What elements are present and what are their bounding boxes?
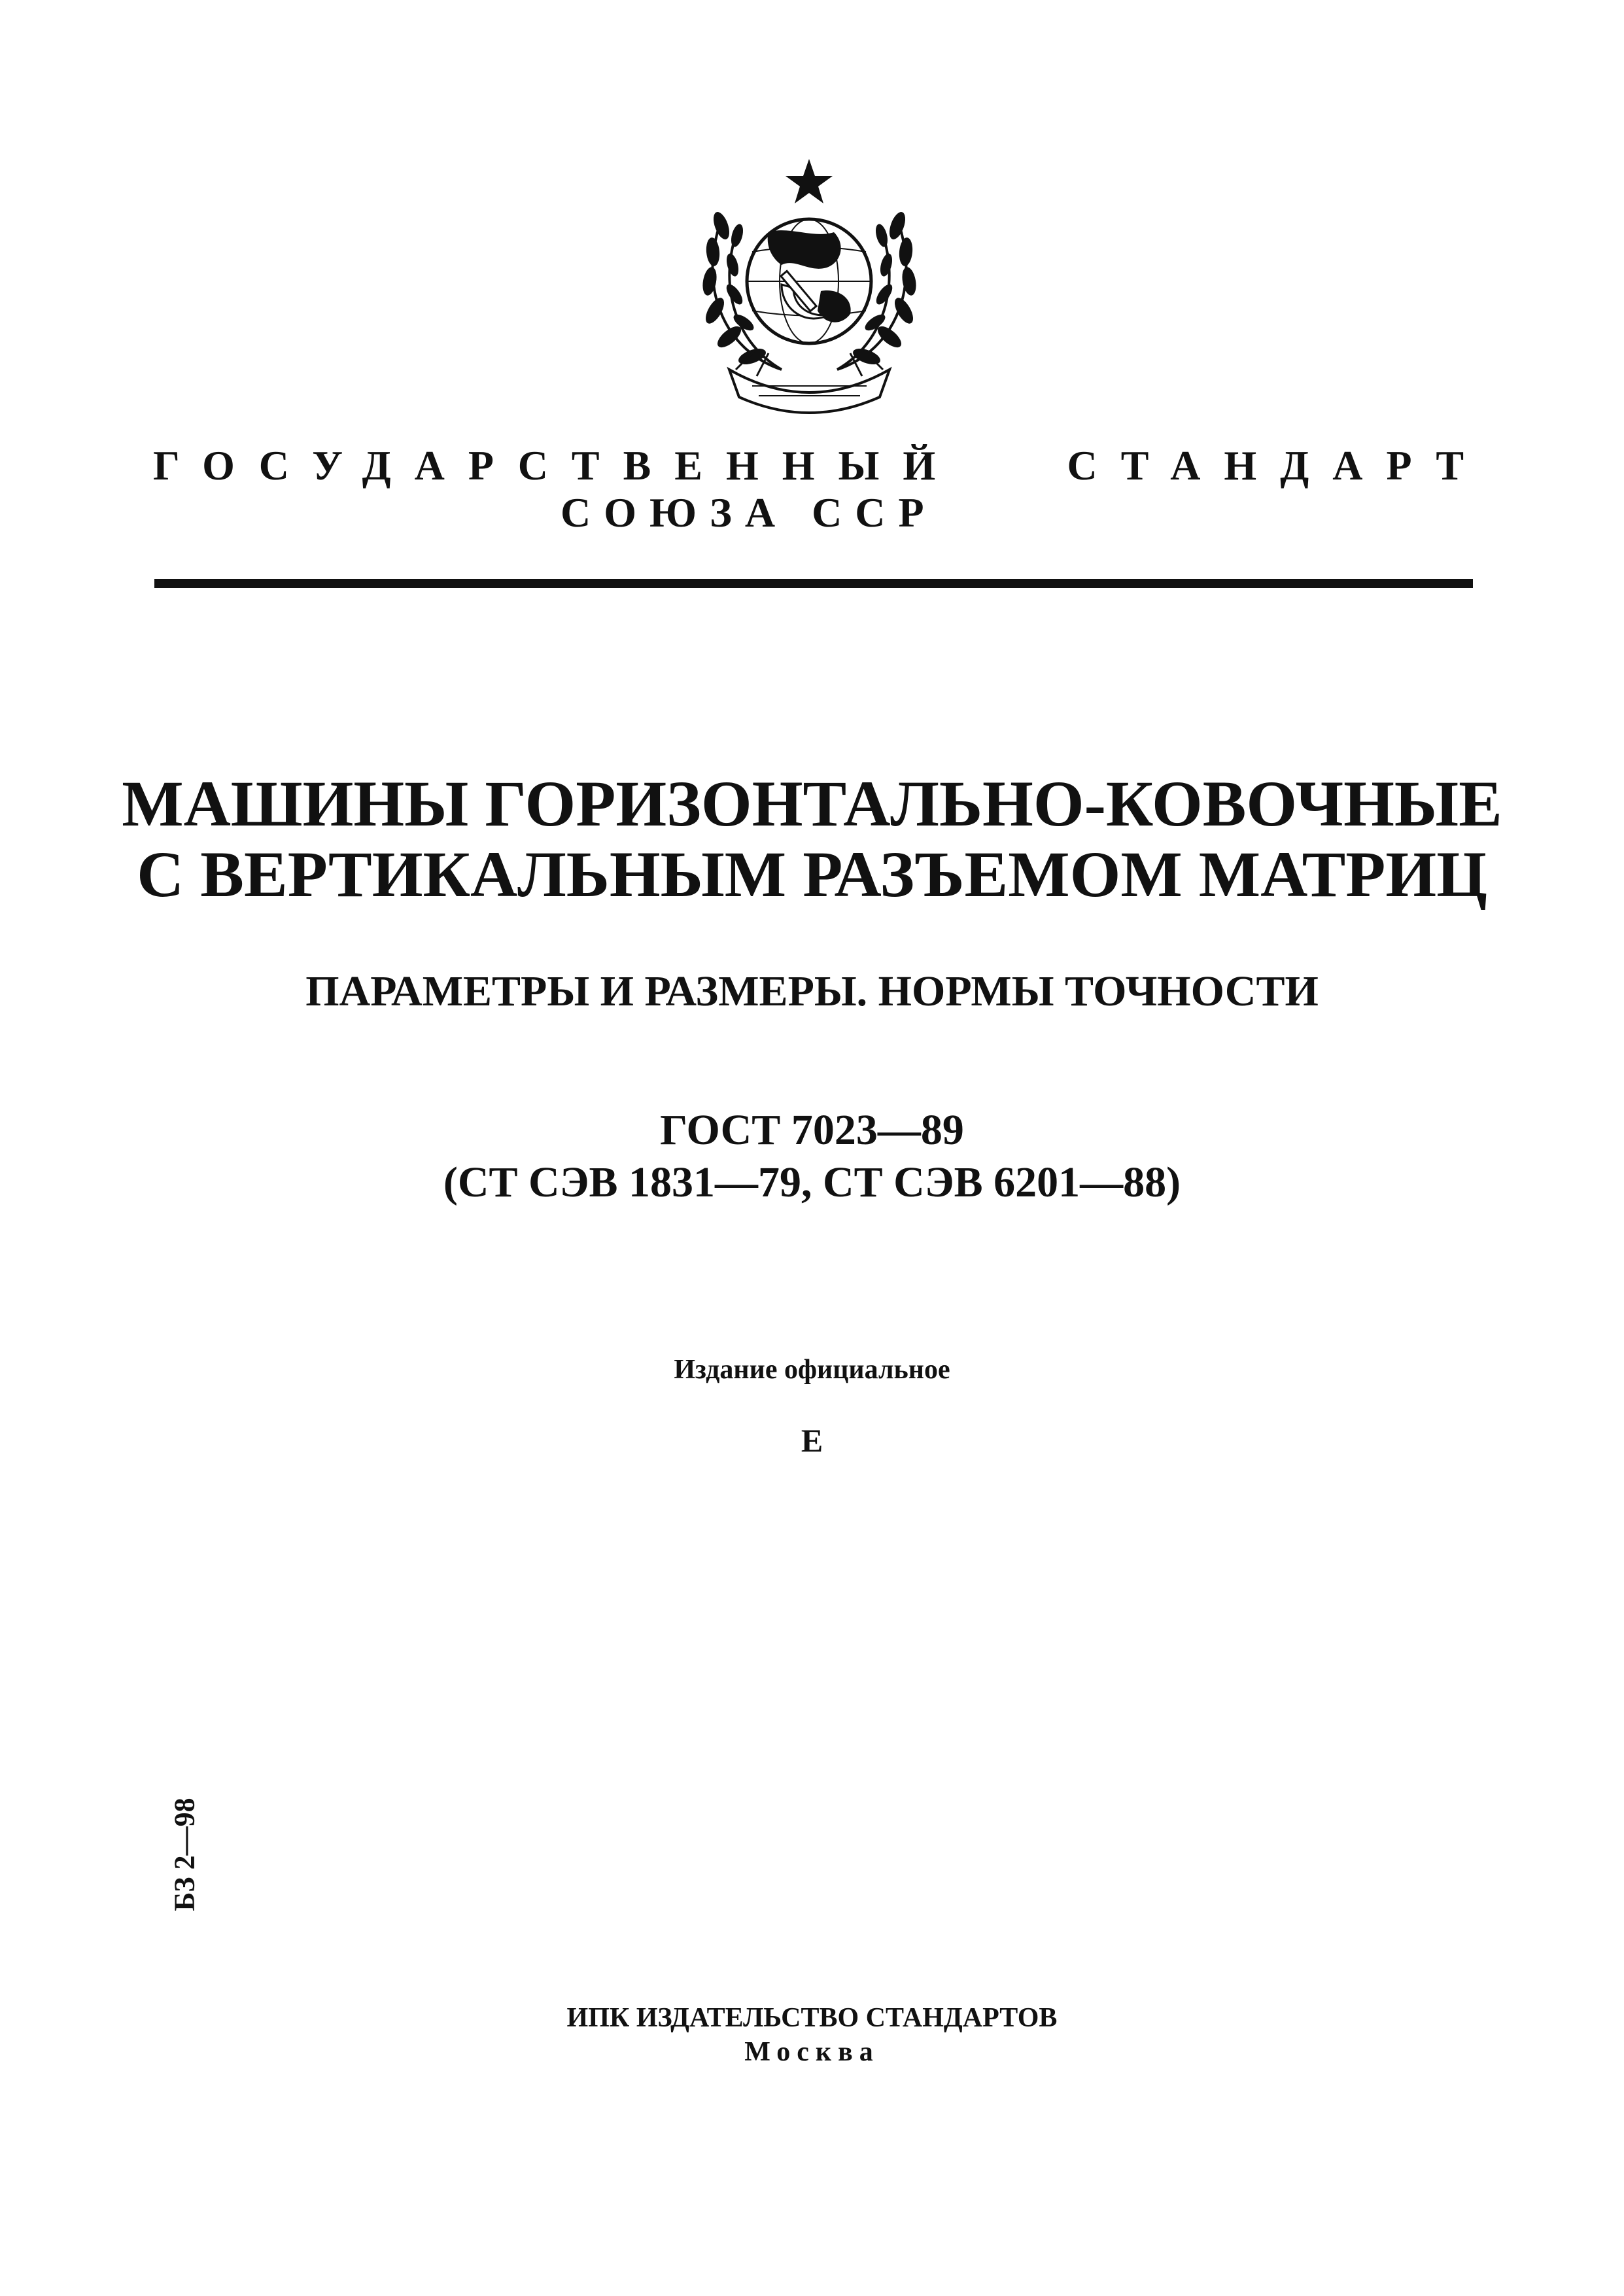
publisher-city: Москва bbox=[744, 2037, 880, 2067]
org-word-state: ГОСУДАРСТВЕННЫЙ bbox=[153, 442, 959, 489]
document-subtitle: ПАРАМЕТРЫ И РАЗМЕРЫ. НОРМЫ ТОЧНОСТИ bbox=[305, 967, 1319, 1015]
publisher-name: ИПК ИЗДАТЕЛЬСТВО СТАНДАРТОВ bbox=[566, 2003, 1058, 2033]
header-rule bbox=[154, 579, 1473, 588]
edition-label: Издание официальное bbox=[674, 1355, 950, 1385]
side-code-text: БЗ 2—98 bbox=[168, 1798, 201, 1911]
side-code bbox=[168, 1786, 201, 1923]
related-standards: (СТ СЭВ 1831—79, СТ СЭВ 6201—88) bbox=[443, 1158, 1181, 1206]
document-title-line-2: С ВЕРТИКАЛЬНЫМ РАЗЪЕМОМ МАТРИЦ bbox=[137, 838, 1487, 911]
gost-designation: ГОСТ 7023—89 bbox=[660, 1106, 964, 1154]
document-title-line-1: МАШИНЫ ГОРИЗОНТАЛЬНО-КОВОЧНЫЕ bbox=[122, 767, 1502, 840]
ussr-coat-of-arms-icon bbox=[683, 154, 935, 419]
org-word-standard: СТАНДАРТ bbox=[1067, 442, 1487, 489]
org-line-1 bbox=[153, 442, 1487, 489]
org-line-2: СОЮЗА ССР bbox=[561, 489, 937, 536]
edition-letter: Е bbox=[801, 1422, 823, 1459]
